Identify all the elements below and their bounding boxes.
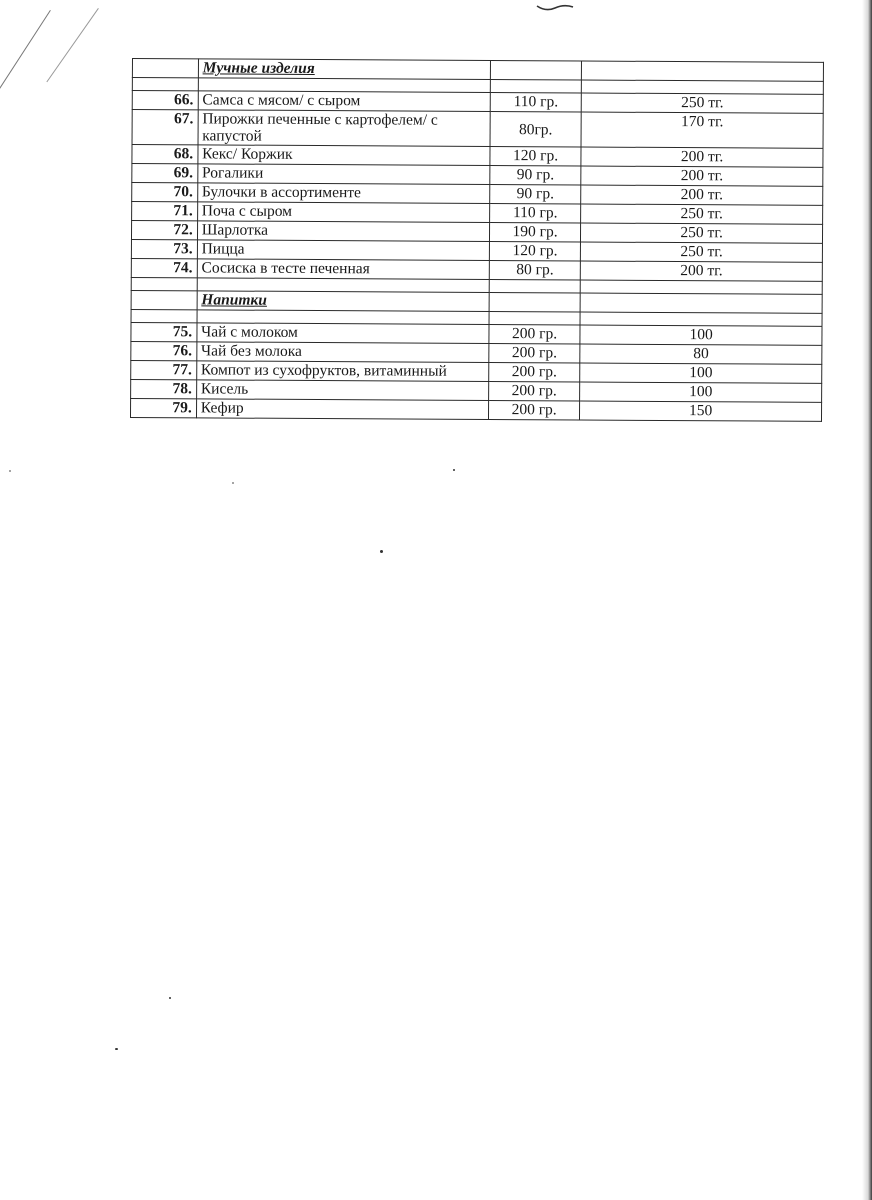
empty-cell (582, 61, 824, 81)
item-weight: 120 гр. (489, 241, 580, 261)
item-weight: 90 гр. (490, 166, 581, 186)
scan-speck (232, 482, 234, 484)
item-name: Кекс/ Коржик (198, 145, 490, 166)
item-price: 250 тг. (581, 93, 823, 113)
scan-mark-line (46, 8, 98, 82)
empty-cell (490, 61, 581, 81)
empty-cell (580, 293, 822, 313)
item-price: 100 (580, 382, 822, 402)
section-title: Напитки (197, 291, 489, 312)
item-name: Кефир (196, 399, 488, 420)
item-name: Поча с сыром (197, 202, 489, 223)
item-price: 200 тг. (581, 185, 823, 205)
menu-table (130, 58, 824, 422)
item-number: 77. (131, 360, 197, 379)
scan-speck (380, 550, 383, 553)
item-price: 200 тг. (581, 166, 823, 186)
item-number: 70. (132, 183, 198, 202)
item-number: 78. (131, 379, 197, 398)
empty-cell (131, 290, 197, 309)
empty-cell (132, 78, 198, 91)
item-price: 250 тг. (581, 242, 823, 262)
item-name: Чай без молока (196, 342, 488, 363)
empty-cell (580, 312, 822, 326)
item-number: 67. (132, 110, 198, 145)
empty-cell (132, 59, 198, 78)
item-number: 71. (132, 202, 198, 221)
section-title: Мучные изделия (198, 59, 490, 80)
empty-cell (131, 309, 197, 322)
item-name: Чай с молоком (197, 323, 489, 344)
item-name: Кисель (196, 380, 488, 401)
scan-speck (9, 470, 11, 472)
item-weight: 120 гр. (490, 147, 581, 167)
item-price: 170 тг. (581, 112, 823, 148)
empty-cell (582, 80, 824, 94)
empty-cell (580, 280, 822, 294)
item-name: Сосиска в тесте печенная (197, 259, 489, 280)
item-name: Булочки в ассортименте (197, 183, 489, 204)
item-number: 76. (131, 341, 197, 360)
item-name: Шарлотка (197, 221, 489, 242)
item-price: 100 (580, 363, 822, 383)
item-number: 69. (132, 164, 198, 183)
item-number: 75. (131, 322, 197, 341)
item-weight: 200 гр. (488, 400, 579, 420)
item-price: 250 тг. (581, 204, 823, 224)
scan-edge-shadow (862, 0, 872, 1200)
table-row (132, 110, 823, 149)
item-weight: 190 гр. (489, 222, 580, 242)
scan-speck (453, 469, 455, 471)
empty-cell (131, 277, 197, 290)
empty-cell (490, 80, 581, 94)
item-price: 250 тг. (581, 223, 823, 243)
item-weight: 200 гр. (489, 381, 580, 401)
item-number: 79. (130, 398, 196, 417)
item-weight: 110 гр. (490, 203, 581, 223)
scan-mark-line (0, 10, 51, 107)
item-price: 100 (580, 325, 822, 345)
scan-speck (169, 997, 171, 999)
item-price: 200 тг. (581, 147, 823, 167)
item-weight: 200 гр. (489, 343, 580, 363)
item-weight: 110 гр. (490, 93, 581, 113)
item-number: 73. (131, 239, 197, 258)
item-name: Пицца (197, 240, 489, 261)
item-price: 150 (580, 401, 822, 421)
item-name: Самса с мясом/ с сыром (198, 91, 490, 112)
scan-speck (115, 1048, 118, 1050)
item-name: Рогалики (197, 164, 489, 185)
item-weight: 200 гр. (489, 362, 580, 382)
item-weight: 80гр. (490, 112, 581, 148)
item-price: 200 тг. (581, 261, 823, 281)
empty-cell (489, 292, 580, 312)
empty-cell (489, 279, 580, 293)
item-number: 68. (132, 145, 198, 164)
table-row (130, 398, 821, 421)
item-name: Компот из сухофруктов, витаминный (196, 361, 488, 382)
item-weight: 90 гр. (490, 185, 581, 205)
empty-cell (489, 311, 580, 325)
item-number: 66. (132, 91, 198, 110)
item-number: 74. (131, 258, 197, 277)
item-weight: 80 гр. (489, 260, 580, 280)
item-weight: 200 гр. (489, 324, 580, 344)
item-number: 72. (131, 221, 197, 240)
item-name: Пирожки печенные с картофелем/ с капустой (198, 110, 490, 147)
item-price: 80 (580, 344, 822, 364)
scan-mark-top (536, 3, 574, 13)
